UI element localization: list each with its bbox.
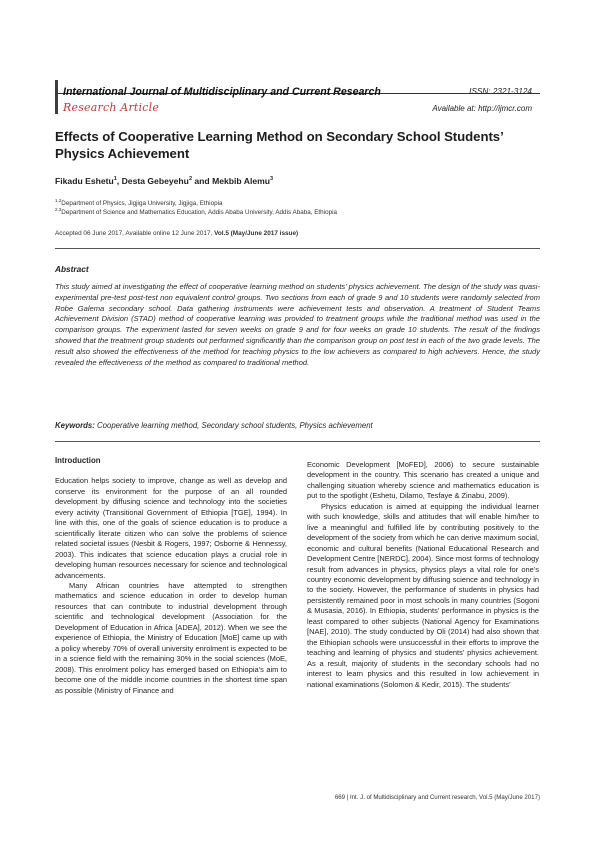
author-name: Mekbib Alemu xyxy=(212,176,270,186)
abstract-text: This study aimed at investigating the effect of cooperative learning method on students’ physics achievement. The design of the study was quasi-experimental pre-test post-test non equivalent control groups. Two sections from each of grade 9 and 10 students were randomly selected from Robe Galema secondary school. Data gathering instruments were achievement tests and observation. A treatment of Student Teams Achievement Division (STAD) method of cooperative learning was provided to treatment groups while the traditional method was used in the comparison groups. The experiment lasted for seven weeks on grade 9 and for four weeks on grade 10 students. The result of the findings showed that the treatment group students out performed significantly than the comparison group on post test in each of the two grade levels. The result also showed the effectiveness of the method for teaching physics to the low achievers as compared to high achievers. Hence, the study revealed the effectiveness of the method as compared to traditional method. xyxy=(55,282,540,367)
author-sup: 2 xyxy=(188,176,192,183)
affiliation-sup: 2,3 xyxy=(55,207,62,212)
article-title: Effects of Cooperative Learning Method on Secondary School Students’ Physics Achievement xyxy=(55,129,503,161)
author-name: Desta Gebeyehu xyxy=(121,176,189,186)
keywords-value: Cooperative learning method, Secondary school students, Physics achievement xyxy=(97,421,373,430)
page-footer: 669 | Int. J. of Multidisciplinary and Current research, Vol.5 (May/June 2017) xyxy=(334,794,540,801)
author-sup: 1 xyxy=(113,176,117,183)
paragraph: Economic Development [MoFED], 2006) to secure sustainable development in the country. This scenario has created a unique and challenging situation whereby science and mathematics education is put to the spotlight (Eshetu, Dilamo, Tesfaye & Zinabu, 2009). xyxy=(307,460,539,501)
affiliation xyxy=(55,198,223,207)
volume-issue: Vol.5 (May/June 2017 issue) xyxy=(214,230,299,237)
journal-url[interactable]: Available at: http://ijmcr.com xyxy=(432,104,532,113)
journal-name: International Journal of Multidisciplinary and Current Research xyxy=(63,86,381,98)
accepted-line xyxy=(55,230,298,237)
right-column xyxy=(307,460,539,690)
affiliation-text: Department of Physics, Jigjiga University, Jigjiga, Ethiopia xyxy=(61,200,223,208)
divider xyxy=(55,248,540,249)
paragraph: Many African countries have attempted to strengthen mathematics and science education in order to develop human resources that can contribute to industrial development through scientific and technological development (Association for the Development of Education in Africa [ADEA], 2012). When we see the experience of Ethiopia, the Ministry of Education [MoE] came up with a policy whereby 70% of overall university enrolment is expected to be in a science field with the remaining 30% in the social sciences (MoE, 2008). This enrolment policy has emerged based on Ethiopia’s aim to become one of the middle income countries in the shortest time span as possible (Ministry of Finance and xyxy=(55,580,287,695)
left-column xyxy=(55,456,287,696)
keywords xyxy=(55,421,540,430)
affiliation-sup: 1,2 xyxy=(55,198,62,203)
journal-issn: ISSN: 2321-3124 xyxy=(469,87,532,96)
author-separator: , xyxy=(116,176,122,186)
author-sup: 3 xyxy=(270,176,274,183)
abstract-heading: Abstract xyxy=(55,264,89,274)
author-separator: and xyxy=(192,176,213,186)
divider xyxy=(55,441,540,442)
section-heading: Introduction xyxy=(55,456,101,465)
paragraph: Education helps society to improve, change as well as develop and conserve its environment for the purpose of an all rounded development by diffusing science and technology into the societies every activity (Transitional Government of Ethiopia [TGE], 1994). In line with this, one of the goals of science education is to produce a scientifically literate citizen who can solve the problems of science related societal issues (Nesbit & Rogers, 1997; Osborne & Hennessy, 2003). This indicates that science education plays a crucial role in developing human resources necessary for science and technological advancements. xyxy=(55,476,287,580)
affiliation-text: Department of Science and Mathematics Education, Addis Ababa University, Addis Ababa, Ethiopia xyxy=(61,209,337,217)
journal-header xyxy=(55,74,540,114)
affiliation xyxy=(55,207,337,216)
keywords-label: Keywords: xyxy=(55,421,95,430)
paragraph: Physics education is aimed at equipping the individual learner with such knowledge, skills and attitudes that will enable him/her to live a meaningful and fulfilled life by contributing positively to the development of the society from which he can derive maximum social, economic and cultural benefits (National Educational Research and Development Centre [NERDC], 2004). Since most forms of technology result from advances in physics, physics plays a vital role for one’s country economic development by diffusing science and technology in to the society. However, the performance of students in physics had persistently remained poor in most schools in many countries (Sogoni & Musasia, 2016). In Ethiopia, students’ performance in physics is the least compared to other subjects (National Agency for Examinations [NAE], 2010). The study conducted by Oli (2014) had also shown that the Ethiopian schools were unsuccessful in their efforts to improve the teaching and learning of physics and students’ physics achievement. As a result, majority of students in the secondary schools had no interest to learn physics and this resulted in low achievement in national examinations (Solomon & Kedir, 2015). The students’ xyxy=(307,501,539,689)
author-name: Fikadu Eshetu xyxy=(55,176,114,186)
article-type: Research Article xyxy=(63,101,160,114)
author-list xyxy=(55,176,273,186)
accepted-dates: Accepted 06 June 2017, Available online 12 June 2017, xyxy=(55,230,215,237)
